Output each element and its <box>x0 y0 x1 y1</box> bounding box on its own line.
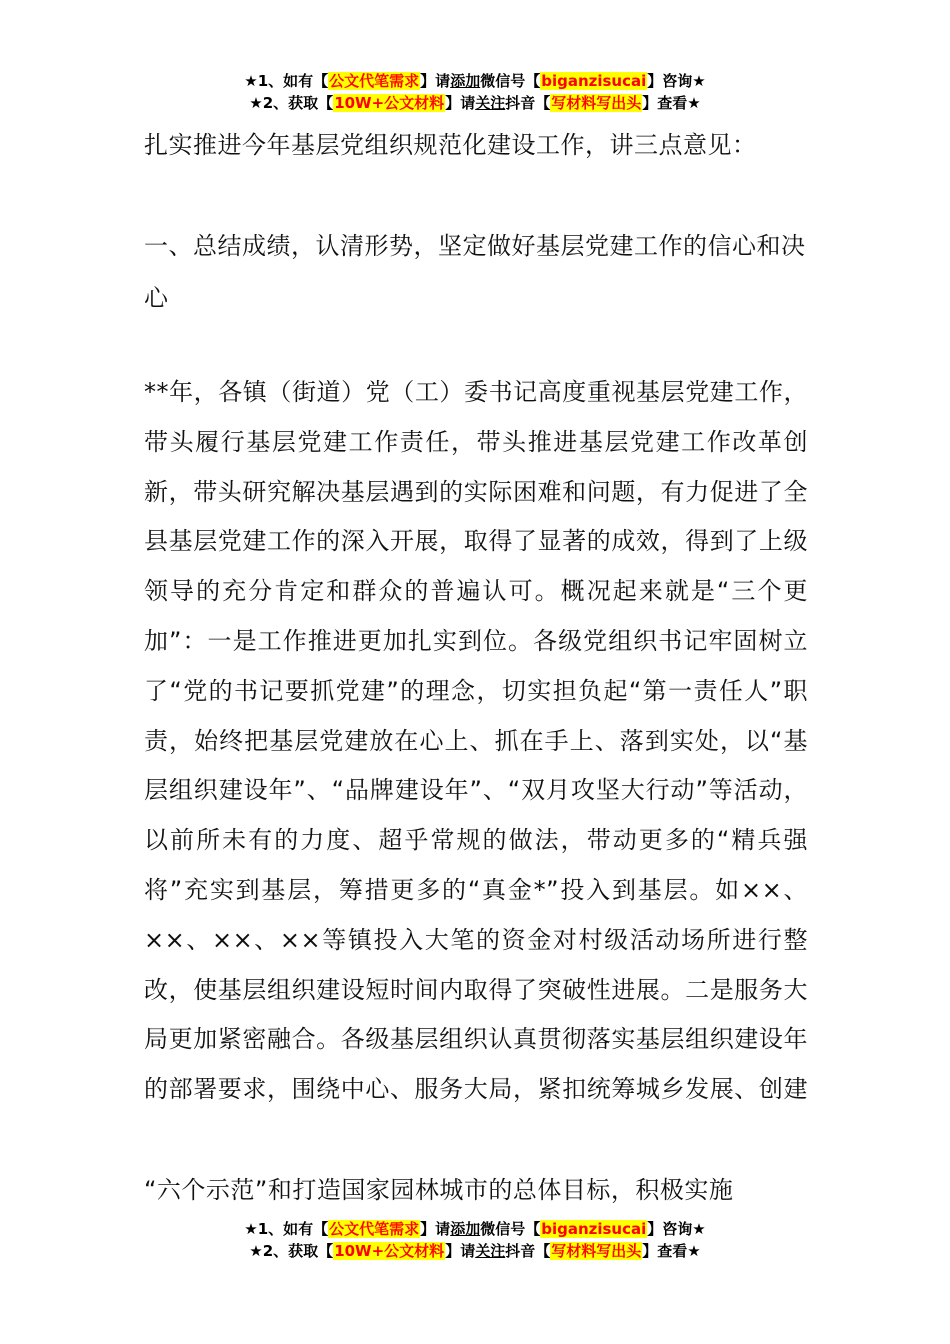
promo-text: ★2、获取【 <box>249 94 334 112</box>
header-promo-banner <box>0 70 950 114</box>
intro-paragraph: 扎实推进今年基层党组织规范化建设工作，讲三点意见： <box>144 131 757 159</box>
promo-text: 微信号【 <box>480 1220 541 1238</box>
promo-underline: 关注 <box>475 94 506 112</box>
promo-text: 微信号【 <box>480 72 541 90</box>
promo-text: 】请 <box>420 72 451 90</box>
promo-line-2 <box>0 92 950 114</box>
promo-text: 】请 <box>445 1242 476 1260</box>
promo-highlight: biganzisucai <box>541 72 647 90</box>
footer-promo-banner <box>0 1218 950 1262</box>
promo-text: 】查看★ <box>642 1242 701 1260</box>
promo-highlight: 公文代笔需求 <box>329 72 420 90</box>
promo-text: 抖音【 <box>505 94 551 112</box>
body-paragraph-continued: “六个示范”和打造国家园林城市的总体目标，积极实施 <box>144 1176 734 1204</box>
promo-line-2 <box>0 1240 950 1262</box>
promo-text: 抖音【 <box>505 1242 551 1260</box>
promo-text: 】请 <box>420 1220 451 1238</box>
promo-text: 】咨询★ <box>647 72 706 90</box>
promo-underline: 关注 <box>475 1242 506 1260</box>
promo-line-1 <box>0 1218 950 1240</box>
promo-highlight: 10W+公文材料 <box>334 1242 445 1260</box>
promo-text: 】咨询★ <box>647 1220 706 1238</box>
promo-highlight: 写材料写出头 <box>551 1242 642 1260</box>
body-paragraph: **年，各镇（街道）党（工）委书记高度重视基层党建工作，带头履行基层党建工作责任，带头推进基层党建工作改革创新，带头研究解决基层遇到的实际困难和问题，有力促进了全县基层党建工作的深入开展，取得了显著的成效，得到了上级领导的充分肯定和群众的普遍认可。概况起来就是“三个更加”：一是工作推进更加扎实到位。各级党组织书记牢固树立了“党的书记要抓党建”的理念，切实担负起“第一责任人”职责，始终把基层党建放在心上、抓在手上、落到实处，以“基层组织建设年”、“品牌建设年”、“双月攻坚大行动”等活动，以前所未有的力度、超乎常规的做法，带动更多的“精兵强将”充实到基层，筹措更多的“真金*”投入到基层。如××、××、××、××等镇投入大笔的资金对村级活动场所进行整改，使基层组织建设短时间内取得了突破性进展。二是服务大局更加紧密融合。各级基层组织认真贯彻落实基层组织建设年的部署要求，围绕中心、服务大局，紧扣统筹城乡发展、创建 <box>144 378 808 1104</box>
promo-underline: 添加 <box>450 72 481 90</box>
promo-highlight: biganzisucai <box>541 1220 647 1238</box>
promo-highlight: 公文代笔需求 <box>329 1220 420 1238</box>
promo-text: ★1、如有【 <box>244 72 329 90</box>
promo-text: ★1、如有【 <box>244 1220 329 1238</box>
promo-underline: 添加 <box>450 1220 481 1238</box>
section-heading: 一、总结成绩，认清形势，坚定做好基层党建工作的信心和决心 <box>144 232 806 312</box>
promo-highlight: 写材料写出头 <box>551 94 642 112</box>
promo-text: 】请 <box>445 94 476 112</box>
promo-text: ★2、获取【 <box>249 1242 334 1260</box>
promo-line-1 <box>0 70 950 92</box>
promo-highlight: 10W+公文材料 <box>334 94 445 112</box>
promo-text: 】查看★ <box>642 94 701 112</box>
